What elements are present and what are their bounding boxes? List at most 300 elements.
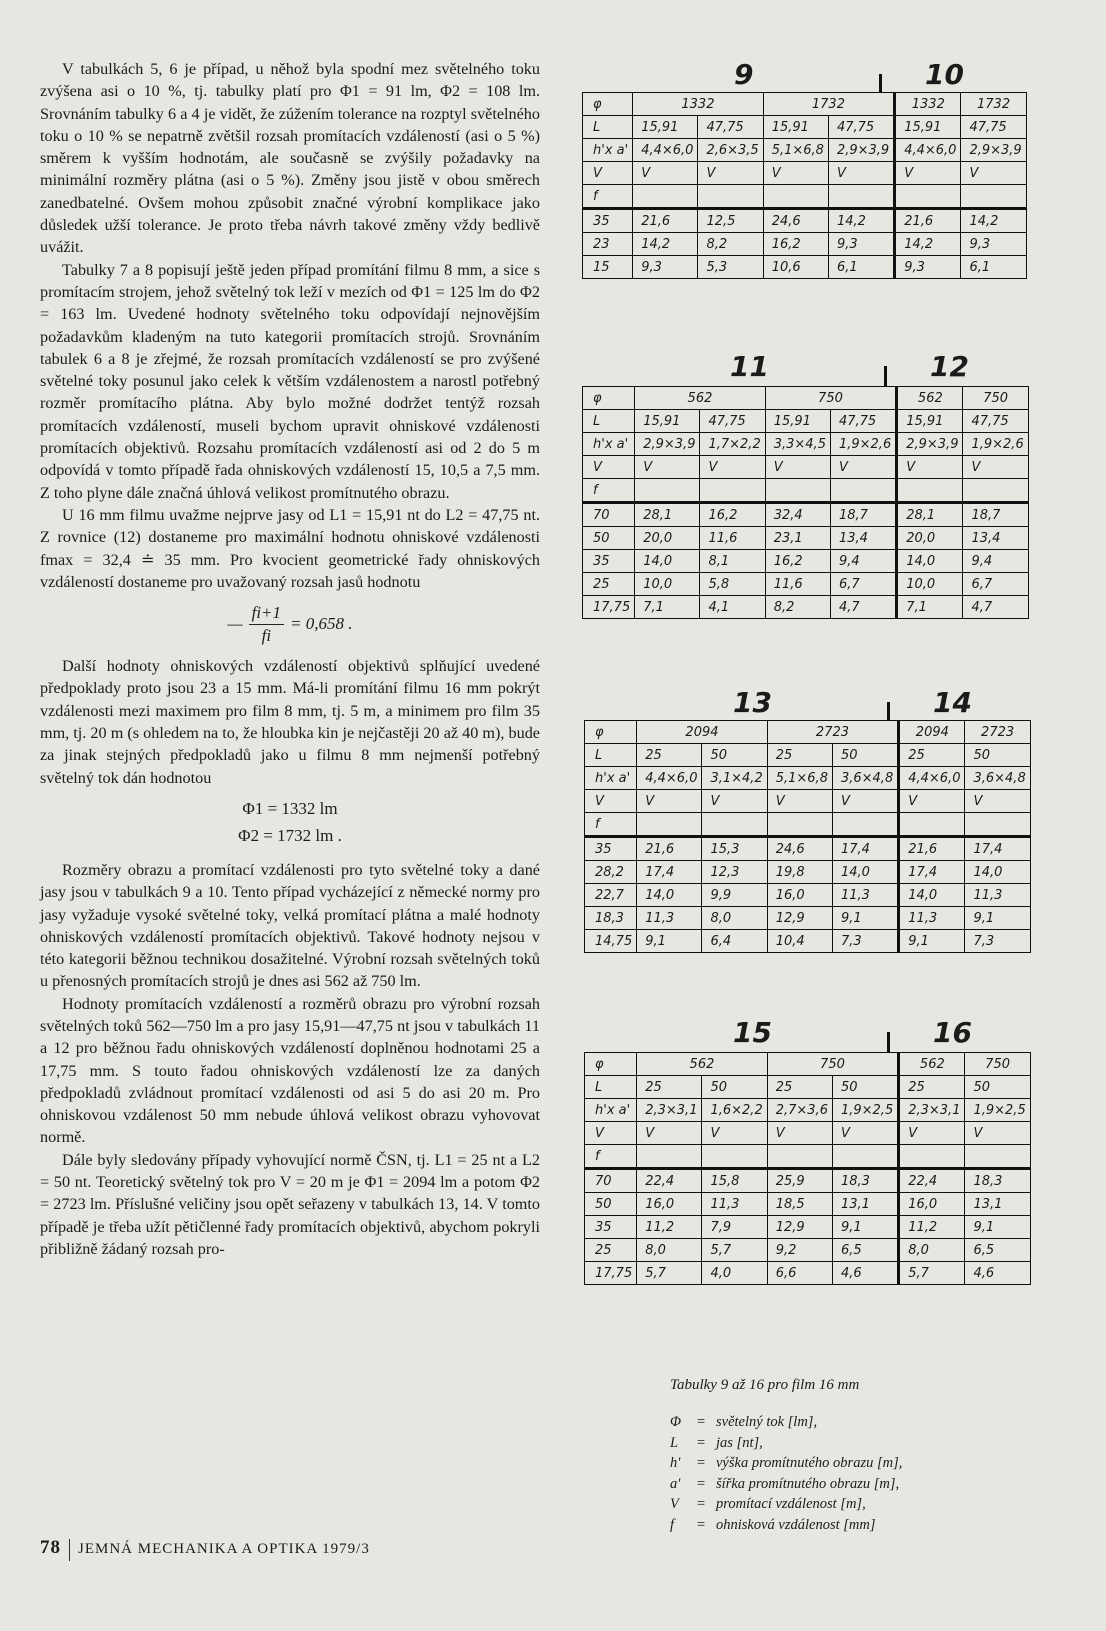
cell-luminance: 15,91 (765, 410, 830, 433)
cell-phi: 750 (767, 1053, 899, 1076)
cell-empty (899, 1145, 965, 1169)
cell-focal: 16,0 (767, 884, 832, 907)
cell-focal: 6,7 (830, 573, 896, 596)
cell-luminance: 15,91 (635, 410, 700, 433)
cell-distance: V (961, 162, 1026, 185)
cell-phi: 750 (963, 387, 1028, 410)
table-row-focal (583, 209, 1027, 233)
cell-focal: 6,5 (832, 1239, 898, 1262)
cell-distance: V (832, 790, 898, 813)
cell-focal: 22,4 (637, 1169, 702, 1193)
cell-focal: 10,4 (767, 930, 832, 953)
cell-focal: 9,4 (963, 550, 1028, 573)
cell-luminance: 15,91 (763, 116, 828, 139)
cell-focal: 10,0 (635, 573, 700, 596)
cell-image-size: 1,9×2,6 (963, 433, 1028, 456)
cell-luminance: 47,75 (830, 410, 896, 433)
cell-empty (702, 813, 767, 837)
table-group-divider (884, 366, 887, 386)
table-number: 10 (925, 58, 964, 91)
cell-phi: 1732 (961, 93, 1026, 116)
table-row-luminance (585, 744, 1031, 767)
cell-focal: 16,2 (765, 550, 830, 573)
cell-distance: V (700, 456, 765, 479)
table-number: 12 (930, 350, 969, 383)
legend-symbol: h' (670, 1455, 681, 1472)
cell-distance: V (832, 1122, 898, 1145)
legend-text: promítací vzdálenost [m], (716, 1496, 866, 1513)
cell-focal: 8,0 (637, 1239, 702, 1262)
cell-focal: 11,6 (700, 527, 765, 550)
cell-focal: 6,1 (828, 256, 894, 279)
cell-empty (830, 479, 896, 503)
table-group-divider (879, 74, 882, 92)
table-row-image-size (583, 139, 1027, 162)
data-table (584, 1052, 1031, 1285)
cell-focal: 14,0 (635, 550, 700, 573)
cell-empty (767, 1145, 832, 1169)
table-row-image-size (585, 767, 1031, 790)
table-row-focal (583, 233, 1027, 256)
cell-focal: 8,2 (698, 233, 763, 256)
cell-focal: 25,9 (767, 1169, 832, 1193)
legend-item (670, 1412, 902, 1433)
equation-phi2: Φ2 = 1732 lm . (238, 825, 342, 845)
cell-focal: 17,4 (832, 837, 898, 861)
article-text-column (40, 58, 540, 1260)
table-row-distance (585, 790, 1031, 813)
cell-image-size: 2,6×3,5 (698, 139, 763, 162)
table-row-distance (583, 456, 1029, 479)
cell-focal: 6,7 (963, 573, 1028, 596)
table-row-focal (583, 573, 1029, 596)
cell-focal: 13,1 (832, 1193, 898, 1216)
cell-focal: 14,2 (633, 233, 698, 256)
cell-luminance: 25 (899, 744, 965, 767)
cell-distance: V (830, 456, 896, 479)
cell-focal: 17,4 (899, 861, 965, 884)
cell-focal: 11,3 (899, 907, 965, 930)
cell-distance: V (965, 790, 1030, 813)
cell-luminance: 50 (702, 1076, 767, 1099)
cell-phi: 562 (899, 1053, 965, 1076)
row-label-distance: V (583, 162, 633, 185)
cell-distance: V (965, 1122, 1030, 1145)
cell-distance: V (698, 162, 763, 185)
cell-empty (965, 813, 1030, 837)
legend-symbol: L (670, 1434, 679, 1451)
row-label-focal: 18,3 (585, 907, 637, 930)
cell-focal: 11,3 (832, 884, 898, 907)
cell-focal: 9,1 (832, 907, 898, 930)
cell-focal: 14,0 (965, 861, 1030, 884)
table-row-phi (583, 387, 1029, 410)
row-label-focal: 70 (583, 503, 635, 527)
legend-item (670, 1515, 902, 1536)
cell-focal: 21,6 (637, 837, 702, 861)
cell-distance: V (897, 456, 963, 479)
cell-empty (832, 1145, 898, 1169)
cell-distance: V (899, 1122, 965, 1145)
cell-image-size: 3,6×4,8 (832, 767, 898, 790)
cell-luminance: 47,75 (963, 410, 1028, 433)
cell-image-size: 3,3×4,5 (765, 433, 830, 456)
row-label-focal: 25 (585, 1239, 637, 1262)
row-label-focal: 23 (583, 233, 633, 256)
cell-distance: V (763, 162, 828, 185)
cell-luminance: 50 (702, 744, 767, 767)
cell-luminance: 25 (637, 1076, 702, 1099)
cell-focal: 9,1 (965, 907, 1030, 930)
table-number: 15 (733, 1016, 772, 1049)
table-row-f (583, 185, 1027, 209)
cell-image-size: 5,1×6,8 (767, 767, 832, 790)
cell-focal: 21,6 (633, 209, 698, 233)
table-row-focal (583, 503, 1029, 527)
table-number: 11 (730, 350, 769, 383)
cell-luminance: 25 (637, 744, 702, 767)
cell-empty (899, 813, 965, 837)
cell-focal: 14,0 (897, 550, 963, 573)
cell-focal: 22,4 (899, 1169, 965, 1193)
legend-list (670, 1412, 902, 1536)
cell-empty (832, 813, 898, 837)
page-footer (40, 1537, 370, 1561)
cell-focal: 6,4 (702, 930, 767, 953)
cell-focal: 9,9 (702, 884, 767, 907)
row-label-focal: 35 (585, 837, 637, 861)
table-row-focal (585, 861, 1031, 884)
cell-luminance: 25 (767, 744, 832, 767)
table-group-divider (887, 702, 890, 720)
cell-image-size: 4,4×6,0 (633, 139, 698, 162)
cell-empty (763, 185, 828, 209)
cell-image-size: 1,7×2,2 (700, 433, 765, 456)
legend-equals: = (696, 1455, 706, 1472)
cell-focal: 8,0 (899, 1239, 965, 1262)
cell-distance: V (702, 790, 767, 813)
table-row-focal (583, 527, 1029, 550)
cell-image-size: 4,4×6,0 (895, 139, 961, 162)
row-label-focal: 35 (583, 209, 633, 233)
cell-focal: 4,6 (965, 1262, 1030, 1285)
cell-empty (765, 479, 830, 503)
cell-focal: 12,9 (767, 1216, 832, 1239)
table-row-distance (583, 162, 1027, 185)
cell-image-size: 4,4×6,0 (899, 767, 965, 790)
fraction-numerator: fi+1 (249, 602, 284, 625)
paragraph: Další hodnoty ohniskových vzdáleností objektivů splňující uvedené předpoklady proto jsou 23 a 15 mm. Má-li promítání filmu 16 mm pokrýt vzdálenosti mezi maximem pro film 8 mm, tj. 5 m, a minimem pro film 35 mm, tj. 20 m (s ohledem na to, že hloubka kin je nejčastěji 20 až 40 m), bude za jinak stejných předpokladů jako u filmu 8 mm nejmenší potřebný světelný tok dán hodnotou (40, 657, 540, 787)
cell-focal: 15,8 (702, 1169, 767, 1193)
cell-luminance: 50 (965, 744, 1030, 767)
row-label-focal: 17,75 (583, 596, 635, 619)
row-label-phi: φ (585, 721, 637, 744)
cell-luminance: 47,75 (698, 116, 763, 139)
paragraph: Dále byly sledovány případy vyhovující normě ČSN, tj. L1 = 25 nt a L2 = 50 nt. Teoretický světelný tok pro V = 20 m je Φ1 = 2094 lm a potom Φ2 = 2723 lm. Příslušné veličiny jsou opět seřazeny v tabulkách 13, 14. V tomto případě je třeba užít pětičlenné řady promítacích objektivů, abychom pokryli přibližně žádaný rozsah pro- (40, 1150, 540, 1258)
cell-distance: V (899, 790, 965, 813)
row-label-phi: φ (583, 93, 633, 116)
cell-empty (635, 479, 700, 503)
table-row-focal (585, 930, 1031, 953)
table-row-f (585, 813, 1031, 837)
cell-luminance: 47,75 (700, 410, 765, 433)
table-row-f (585, 1145, 1031, 1169)
cell-focal: 11,6 (765, 573, 830, 596)
cell-focal: 18,7 (963, 503, 1028, 527)
cell-focal: 7,1 (635, 596, 700, 619)
legend-symbol: a' (670, 1475, 681, 1492)
row-label-phi: φ (585, 1053, 637, 1076)
cell-phi: 750 (765, 387, 897, 410)
cell-focal: 7,3 (832, 930, 898, 953)
row-label-focal: 25 (583, 573, 635, 596)
cell-phi: 750 (965, 1053, 1030, 1076)
data-table (584, 720, 1031, 953)
cell-image-size: 1,9×2,5 (832, 1099, 898, 1122)
cell-focal: 9,3 (828, 233, 894, 256)
cell-focal: 14,2 (895, 233, 961, 256)
cell-focal: 10,6 (763, 256, 828, 279)
cell-focal: 9,3 (633, 256, 698, 279)
fraction-denominator: fi (261, 625, 272, 645)
journal-name: JEMNÁ MECHANIKA A OPTIKA 1979/3 (78, 1541, 370, 1557)
equation-prefix: — (227, 614, 243, 634)
cell-empty (633, 185, 698, 209)
table-row-focal (583, 596, 1029, 619)
cell-phi: 1332 (895, 93, 961, 116)
legend-text: výška promítnutého obrazu [m], (716, 1455, 903, 1472)
page-number: 78 (40, 1537, 61, 1558)
cell-focal: 11,3 (702, 1193, 767, 1216)
table-row-phi (585, 721, 1031, 744)
cell-focal: 10,0 (897, 573, 963, 596)
cell-focal: 28,1 (635, 503, 700, 527)
legend-item (670, 1474, 902, 1495)
cell-focal: 18,5 (767, 1193, 832, 1216)
cell-focal: 13,4 (963, 527, 1028, 550)
data-table (582, 92, 1027, 279)
cell-focal: 11,3 (965, 884, 1030, 907)
cell-distance: V (963, 456, 1028, 479)
table-row-focal (585, 1169, 1031, 1193)
table-row-image-size (583, 433, 1029, 456)
legend-equals: = (696, 1434, 706, 1451)
fraction (249, 602, 284, 647)
cell-focal: 9,1 (832, 1216, 898, 1239)
cell-empty (828, 185, 894, 209)
cell-focal: 21,6 (899, 837, 965, 861)
table-row-focal (585, 1216, 1031, 1239)
cell-luminance: 15,91 (895, 116, 961, 139)
cell-focal: 6,6 (767, 1262, 832, 1285)
cell-image-size: 2,9×3,9 (635, 433, 700, 456)
legend-symbol: f (670, 1516, 675, 1533)
row-label-focal: 15 (583, 256, 633, 279)
cell-focal: 16,2 (700, 503, 765, 527)
cell-image-size: 2,3×3,1 (637, 1099, 702, 1122)
row-label-focal: 22,7 (585, 884, 637, 907)
legend-symbol: V (670, 1496, 679, 1513)
cell-luminance: 15,91 (897, 410, 963, 433)
cell-phi: 2094 (899, 721, 965, 744)
row-label-luminance: L (583, 410, 635, 433)
row-label-focal: 35 (585, 1216, 637, 1239)
cell-distance: V (767, 1122, 832, 1145)
cell-focal: 5,7 (702, 1239, 767, 1262)
cell-focal: 8,1 (700, 550, 765, 573)
table-number: 9 (734, 58, 754, 91)
cell-focal: 18,3 (832, 1169, 898, 1193)
legend-equals: = (696, 1475, 706, 1492)
cell-focal: 32,4 (765, 503, 830, 527)
cell-focal: 7,3 (965, 930, 1030, 953)
cell-luminance: 47,75 (961, 116, 1026, 139)
cell-image-size: 5,1×6,8 (763, 139, 828, 162)
cell-focal: 16,0 (899, 1193, 965, 1216)
paragraph: U 16 mm filmu uvažme nejprve jasy od L1 = 15,91 nt do L2 = 47,75 nt. Z rovnice (12) dostaneme pro maximální hodnotu ohniskové vzdálenosti fmax = 32,4 ≐ 35 mm. Pro kvocient geometrické řady ohniskových vzdáleností dostaneme pro uvažovaný rozsah jasů hodnotu (40, 505, 540, 591)
cell-luminance: 47,75 (828, 116, 894, 139)
paragraph: V tabulkách 5, 6 je případ, u něhož byla spodní mez světelného toku zvýšena asi o 10 %, tj. tabulky platí pro Φ1 = 91 lm, Φ2 = 108 lm. Srovnáním tabulky 6 a 4 je vidět, že zúžením tolerance na rozptyl světelného toku o 10 % se nepatrně zvětšil rozsah promítacích vzdáleností (asi o 5 %) směrem k vyšším hodnotám, ale současně se zvýšily požadavky na minimální rozměry plátna (asi o 5 %). Změny jsou jistě v obou směrech zanedbatelné. Ovšem mohou způsobit značné výrobní komplikace jako důsledek užší tolerance. Je proto třeba návrh takové změny vždy bedlivě uvážit. (40, 60, 540, 257)
row-label-luminance: L (585, 1076, 637, 1099)
table-row-luminance (583, 410, 1029, 433)
cell-distance: V (635, 456, 700, 479)
row-label-image-size: h'x a' (583, 139, 633, 162)
legend-equals: = (696, 1496, 706, 1513)
cell-focal: 9,1 (899, 930, 965, 953)
table-row-luminance (585, 1076, 1031, 1099)
row-label-focal: 70 (585, 1169, 637, 1193)
row-label-f: f (585, 1145, 637, 1169)
table-number: 13 (733, 686, 772, 719)
cell-focal: 13,1 (965, 1193, 1030, 1216)
row-label-focal: 50 (585, 1193, 637, 1216)
cell-focal: 14,2 (961, 209, 1026, 233)
cell-focal: 18,3 (965, 1169, 1030, 1193)
cell-focal: 7,1 (897, 596, 963, 619)
table-row-focal (585, 1239, 1031, 1262)
cell-image-size: 2,9×3,9 (897, 433, 963, 456)
cell-focal: 5,8 (700, 573, 765, 596)
row-label-focal: 50 (583, 527, 635, 550)
cell-empty (897, 479, 963, 503)
cell-focal: 9,3 (961, 233, 1026, 256)
cell-focal: 8,2 (765, 596, 830, 619)
cell-focal: 9,1 (637, 930, 702, 953)
table-row-focal (585, 884, 1031, 907)
table-number: 16 (933, 1016, 972, 1049)
cell-focal: 5,3 (698, 256, 763, 279)
row-label-phi: φ (583, 387, 635, 410)
cell-distance: V (637, 790, 702, 813)
row-label-image-size: h'x a' (583, 433, 635, 456)
cell-empty (895, 185, 961, 209)
cell-focal: 5,7 (637, 1262, 702, 1285)
cell-focal: 11,2 (637, 1216, 702, 1239)
cell-phi: 562 (637, 1053, 768, 1076)
row-label-image-size: h'x a' (585, 767, 637, 790)
row-label-distance: V (583, 456, 635, 479)
table-row-focal (583, 256, 1027, 279)
table-row-focal (585, 1262, 1031, 1285)
legend-text: šířka promítnutého obrazu [m], (716, 1475, 900, 1492)
cell-focal: 9,3 (895, 256, 961, 279)
row-label-focal: 17,75 (585, 1262, 637, 1285)
cell-focal: 12,3 (702, 861, 767, 884)
cell-focal: 14,0 (637, 884, 702, 907)
cell-distance: V (633, 162, 698, 185)
cell-luminance: 50 (965, 1076, 1030, 1099)
table-legend (670, 1377, 902, 1536)
cell-empty (637, 813, 702, 837)
cell-focal: 16,0 (637, 1193, 702, 1216)
cell-image-size: 2,7×3,6 (767, 1099, 832, 1122)
row-label-luminance: L (585, 744, 637, 767)
cell-image-size: 3,1×4,2 (702, 767, 767, 790)
cell-focal: 11,3 (637, 907, 702, 930)
legend-text: ohnisková vzdálenost [mm] (716, 1516, 876, 1533)
row-label-image-size: h'x a' (585, 1099, 637, 1122)
paragraph: Tabulky 7 a 8 popisují ještě jeden případ promítání filmu 8 mm, a sice s promítacím strojem, jehož světelný tok leží v mezích od Φ1 = 125 lm do Φ2 = 163 lm. Uvedené hodnoty světelného toku odpovídají nejnovějším požadavkům kladeným na tuto kategorii promítacích strojů. Srovnáním tabulek 6 a 8 je zřejmé, že rozsah promítacích vzdáleností se pro zvýšené světelné toky posunul jako celek k větším vzdálenostem a narostl potřebný rozměr promítacího plátna. Aby bylo možné dodržet tentýž rozsah promítacích vzdáleností, museli bychom upravit ohniskové vzdálenosti promítacích objektivů. Rozsahu promítacích vzdáleností asi od 2 do 5 m odpovídá v tomto případě řada ohniskových vzdáleností 15, 10,5 a 7,5 mm. Z toho plyne dále značná úhlová velikost promítnutého obrazu. (40, 260, 540, 502)
row-label-f: f (583, 185, 633, 209)
cell-focal: 14,0 (899, 884, 965, 907)
table-row-phi (583, 93, 1027, 116)
cell-focal: 19,8 (767, 861, 832, 884)
cell-focal: 20,0 (635, 527, 700, 550)
equation-result: = 0,658 . (290, 614, 353, 634)
row-label-f: f (585, 813, 637, 837)
cell-focal: 7,9 (702, 1216, 767, 1239)
cell-focal: 5,7 (899, 1262, 965, 1285)
paragraph: Hodnoty promítacích vzdáleností a rozměrů obrazu pro výrobní rozsah světelných toků 562—750 lm a pro jasy 15,91—47,75 nt jsou v tabulkách 11 a 12 pro běžnou řadu ohniskových vzdáleností doplněnou hodnotami 25 a 17,75 mm. S touto řadou ohniskových vzdáleností lze za daných předpokladů zvládnout promítací vzdálenosti od asi 5 do asi 20 m. Pro ohniskovou vzdálenost 50 mm nebude úhlová velikost obrazu vyhovovat normě. (40, 994, 540, 1147)
cell-focal: 14,2 (828, 209, 894, 233)
cell-distance: V (765, 456, 830, 479)
cell-empty (637, 1145, 702, 1169)
legend-equals: = (696, 1414, 706, 1430)
legend-text: světelný tok [lm], (716, 1414, 818, 1430)
cell-focal: 18,7 (830, 503, 896, 527)
cell-focal: 17,4 (965, 837, 1030, 861)
cell-focal: 12,5 (698, 209, 763, 233)
data-table (582, 386, 1029, 619)
cell-focal: 9,2 (767, 1239, 832, 1262)
cell-image-size: 3,6×4,8 (965, 767, 1030, 790)
row-label-focal: 14,75 (585, 930, 637, 953)
cell-distance: V (637, 1122, 702, 1145)
cell-image-size: 2,3×3,1 (899, 1099, 965, 1122)
cell-image-size: 1,9×2,6 (830, 433, 896, 456)
cell-focal: 9,1 (965, 1216, 1030, 1239)
cell-phi: 562 (897, 387, 963, 410)
table-row-focal (585, 837, 1031, 861)
cell-empty (702, 1145, 767, 1169)
cell-distance: V (702, 1122, 767, 1145)
cell-focal: 28,1 (897, 503, 963, 527)
legend-item (670, 1433, 902, 1454)
row-label-f: f (583, 479, 635, 503)
cell-focal: 13,4 (830, 527, 896, 550)
cell-luminance: 25 (767, 1076, 832, 1099)
cell-focal: 4,1 (700, 596, 765, 619)
cell-empty (963, 479, 1028, 503)
cell-empty (767, 813, 832, 837)
cell-luminance: 25 (899, 1076, 965, 1099)
cell-image-size: 2,9×3,9 (828, 139, 894, 162)
row-label-luminance: L (583, 116, 633, 139)
cell-phi: 1732 (763, 93, 895, 116)
cell-focal: 6,5 (965, 1239, 1030, 1262)
cell-distance: V (895, 162, 961, 185)
cell-image-size: 4,4×6,0 (637, 767, 702, 790)
